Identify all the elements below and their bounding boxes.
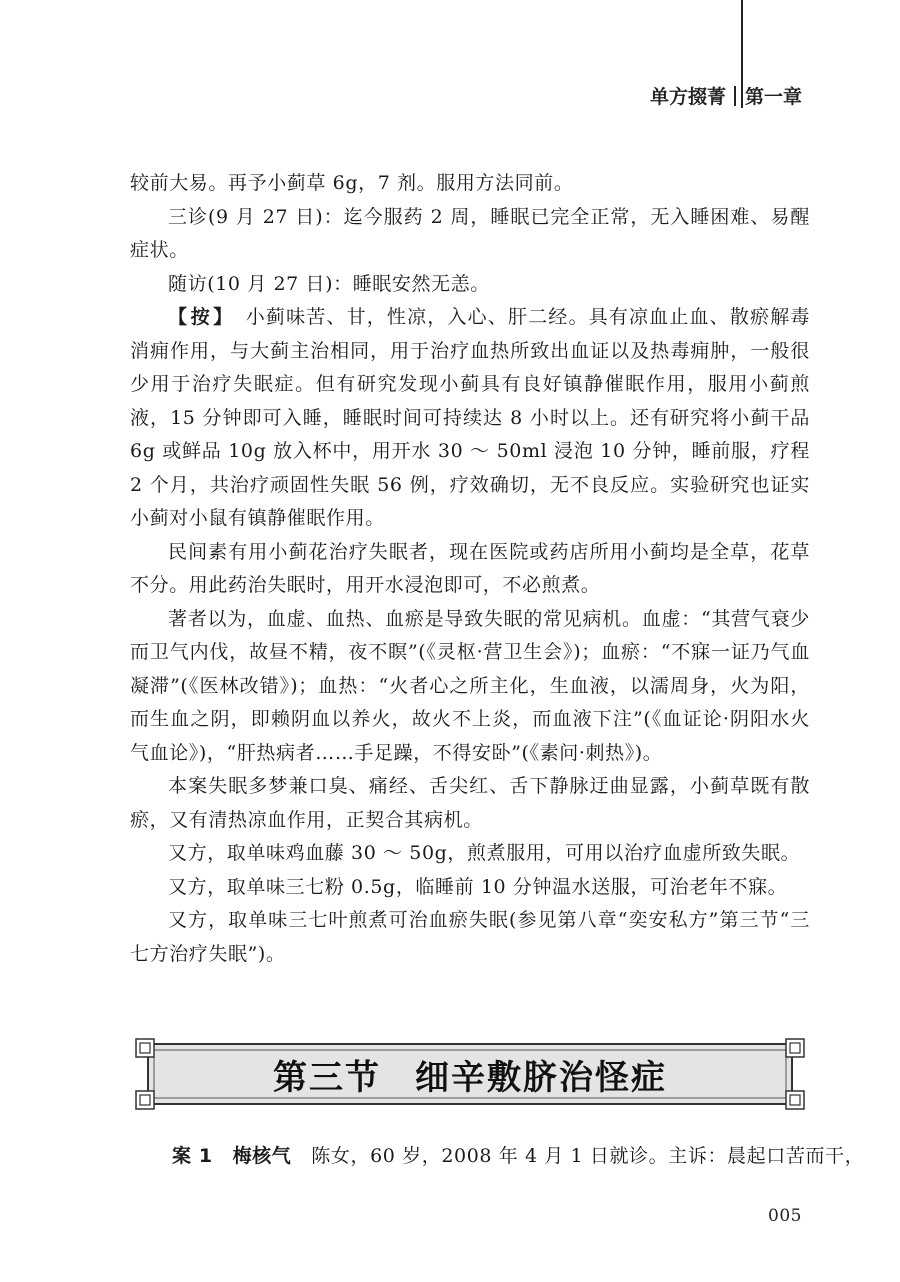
chapter-title: 第一章 [744,86,802,108]
page-number: 005 [768,1206,802,1226]
note-label: 【按】 [168,306,236,328]
section-number: 第三节 [273,1057,381,1098]
note-text: 小蓟味苦、甘，性凉，入心、肝二经。具有凉血止血、散瘀解毒消痈作用，与大蓟主治相同，用于治疗血热所致出血证以及热毒痈肿，一般很少用于治疗失眠症。但有研究发现小蓟具有良好镇静催眠作用，服用小蓟煎液，15 分钟即可入睡，睡眠时间可持续达 8 小时以上。还有研究将小蓟干品 6g 或鲜品 10g 放入杯中，用开水 30 ～ 50ml 浸泡 10 分钟，睡前服，疗程 2 个月，共治疗顽固性失眠 56 例，疗效确切，无不良反应。实验研究也证实小蓟对小鼠有镇静催眠作用。 [130,306,810,529]
paragraph: 三诊(9 月 27 日)：迄今服药 2 周，睡眠已完全正常，无入睡困难、易醒症状。 [130,205,810,261]
section-heading-banner [134,1037,806,1111]
book-section-title: 单方掇菁 [649,86,726,108]
case-name: 梅核气 [232,1145,292,1167]
running-header [650,82,802,109]
main-text [130,167,810,971]
header-separator [734,86,736,106]
paragraph: 又方，取单味三七叶煎煮可治血瘀失眠(参见第八章“奕安私方”第三节“三七方治疗失眠”)。 [130,909,810,965]
section-name: 细辛敷脐治怪症 [415,1057,667,1098]
section-title [134,1037,806,1111]
paragraph: 随访(10 月 27 日)：睡眠安然无恙。 [168,272,490,295]
case-intro [172,1140,865,1173]
paragraph: 又方，取单味三七粉 0.5g，临睡前 10 分钟温水送服，可治老年不寐。 [168,875,788,898]
paragraph: 著者以为，血虚、血热、血瘀是导致失眠的常见病机。血虚：“其营气衰少而卫气内伐，故昼不精，夜不瞑”(《灵枢·营卫生会》)；血瘀：“不寐一证乃气血凝滞”(《医林改错》)；血热：“火者心之所主化，生血液，以濡周身，火为阳，而生血之阴，即赖阴血以养火，故火不上炎，而血液下注”(《血证论·阴阳水火气血论》)，“肝热病者……手足躁，不得安卧”(《素问·刺热》)。 [130,607,810,764]
paragraph: 民间素有用小蓟花治疗失眠者，现在医院或药店所用小蓟均是全草，花草不分。用此药治失眠时，用开水浸泡即可，不必煎煮。 [130,540,810,596]
paragraph: 较前大易。再予小蓟草 6g，7 剂。服用方法同前。 [130,172,574,194]
note-paragraph [130,301,810,536]
paragraph: 又方，取单味鸡血藤 30 ～ 50g，煎煮服用，可用以治疗血虚所致失眠。 [168,842,801,864]
case-label: 案 1 [172,1145,213,1167]
paragraph: 本案失眠多梦兼口臭、痛经、舌尖红、舌下静脉迂曲显露，小蓟草既有散瘀，又有清热凉血作用，正契合其病机。 [130,775,810,831]
case-text: 陈女，60 岁，2008 年 4 月 1 日就诊。主诉：晨起口苦而干， [311,1145,865,1167]
